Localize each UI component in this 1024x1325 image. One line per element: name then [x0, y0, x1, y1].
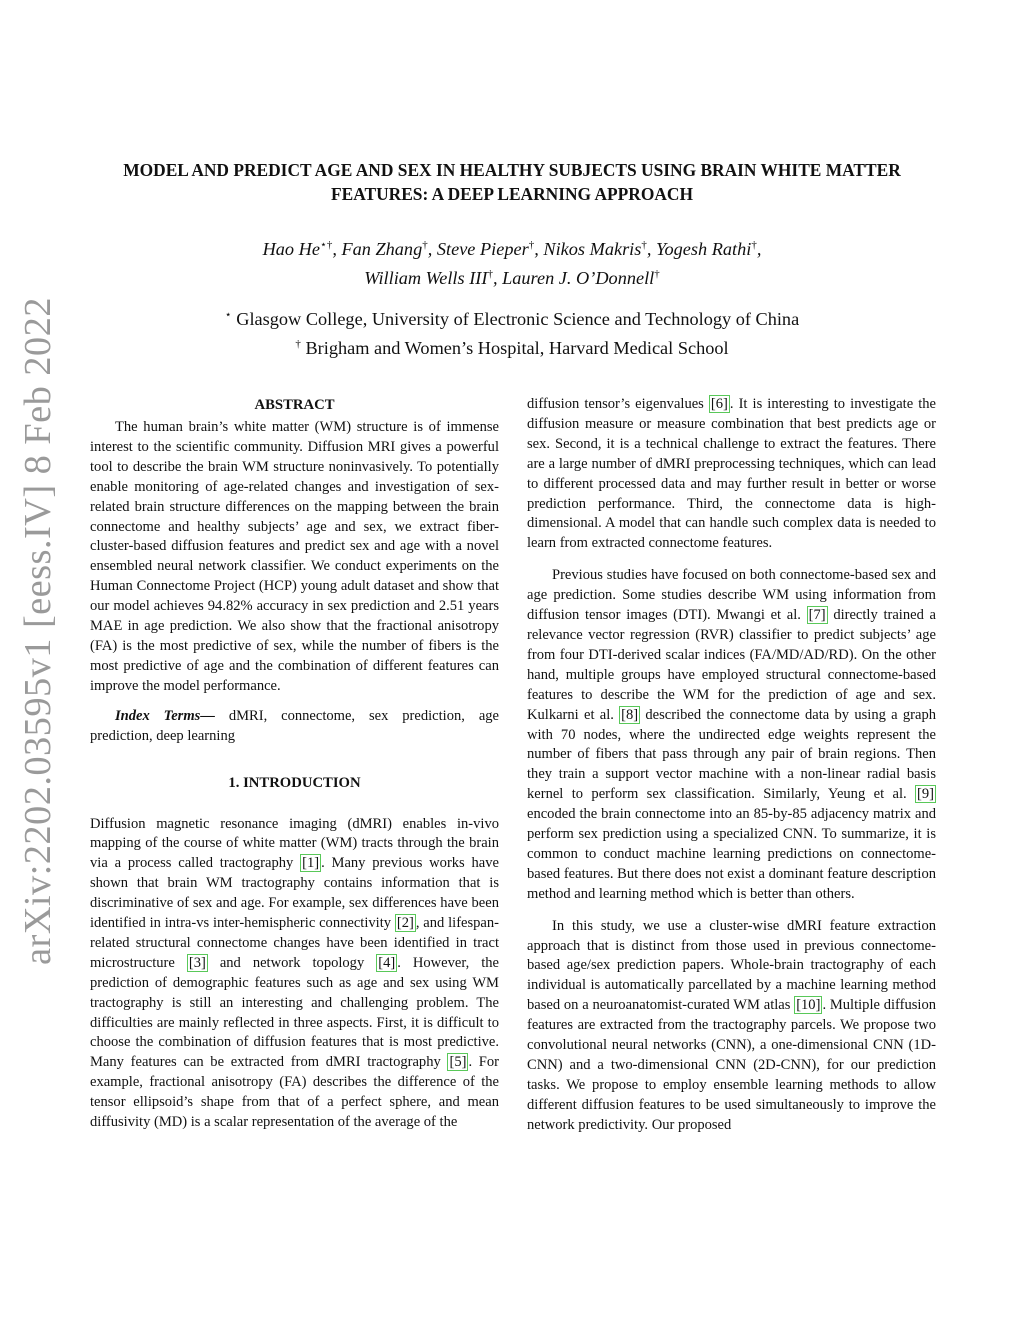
introduction-heading: 1. INTRODUCTION — [228, 774, 361, 791]
affiliation-mark: ⋆ — [224, 309, 232, 321]
citation-link[interactable]: [3] — [188, 954, 206, 971]
arxiv-stamp: arXiv:2202.03595v1 [eess.IV] 8 Feb 2022 — [17, 297, 59, 965]
author: Yogesh Rathi — [656, 239, 752, 260]
text-run: diffusion tensor’s eigenvalues — [527, 396, 709, 412]
author: Steve Pieper — [436, 239, 529, 260]
author: Nikos Makris — [543, 239, 642, 260]
text-run: described the connectome data by using a graph with 70 nodes, where the undirected edge weights represent the number of fibers that pass through any pair of brain regions. Then they train a support vector machine with a non-linear radial basis kernel to perform sex classification. Similarly, Yeung et al. — [527, 706, 936, 803]
affiliation-text: Brigham and Women’s Hospital, Harvard Medical School — [305, 338, 729, 359]
citation-link[interactable]: [1] — [302, 855, 320, 872]
index-terms-label: Index Terms— — [115, 707, 215, 724]
index-terms-text: dMRI, connectome, sex prediction, age prediction, deep learning — [90, 707, 500, 744]
affiliation-text: Glasgow College, University of Electronic Science and Technology of China — [236, 309, 800, 330]
author: William Wells III — [364, 268, 488, 289]
author-mark: † — [528, 239, 535, 251]
author-mark: † — [654, 268, 660, 281]
citation-link[interactable]: [2] — [396, 915, 414, 932]
author-mark: † — [751, 239, 757, 251]
affiliation-list — [150, 303, 874, 361]
index-terms — [90, 707, 499, 747]
intro-paragraph-1-continued — [527, 395, 936, 554]
citation-link[interactable]: [7] — [808, 607, 826, 624]
abstract-text: The human brain’s white matter (WM) structure is of immense interest to the scientific community. Diffusion MRI gives a powerful tool to describe the brain WM structure noninvasively. To potentially enable monitoring of age-related changes and investigation of sex-related brain structure differences on the mapping between the brain connectome and healthy subjects’ age and sex, we extract fiber-cluster-based diffusion features and predict sex and age with a novel ensembled neural network classifier. We conduct experiments on the Human Connectome Project (HCP) young adult dataset and show that our model achieves 94.82% accuracy in sex prediction and 2.51 years MAE in age prediction. We also show that the fractional anisotropy (FA) is the most predictive of sex, while the number of fibers is the most predictive of age and the combination of different features can improve the model performance. — [90, 419, 499, 694]
intro-paragraph-1 — [90, 815, 499, 1134]
text-run: , and lifespan-related structural connectome changes have been identified in tract microstructure — [90, 915, 499, 971]
intro-paragraph-2 — [527, 566, 936, 904]
text-run: . Multiple diffusion features are extracted from the tractography parcels. We propose two convolutional neural networks (CNN), a one-dimensional CNN (1D-CNN) and a two-dimensional CNN (2D-CNN), for our prediction tasks. We propose to employ ensemble learning methods to allow different diffusion features to be used simultaneously to improve the network predictivity. Our proposed — [527, 997, 936, 1133]
author: Fan Zhang — [341, 239, 423, 260]
text-run: directly trained a relevance vector regression (RVR) classifier to predict subjects’ age from four DTI-derived scalar indices (FA/MD/AD/RD). On the other hand, multiple groups have employed structural connectome-based features to describe the WM for the prediction of age and sex. Kulkarni et al. — [527, 607, 936, 723]
author-mark: ⋆† — [319, 239, 333, 251]
citation-link[interactable]: [10] — [796, 997, 821, 1014]
paper-title: MODEL AND PREDICT AGE AND SEX IN HEALTHY SUBJECTS USING BRAIN WHITE MATTER FEATURES: A DEEP LEARNING APPROACH — [123, 160, 901, 204]
text-run: Previous studies have focused on both connectome-based sex and age prediction. Some studies describe WM using information from diffusion tensor images (DTI). Mwangi et al. — [527, 567, 936, 624]
left-column — [90, 395, 499, 1133]
citation-link[interactable]: [6] — [710, 396, 728, 412]
text-run: . Many previous works have shown that brain WM tractography contains information that is discriminative of sex and age. For example, sex differences have been identified in intra-vs inter-hemispheric connectivity — [90, 855, 499, 932]
text-run: and network topology — [207, 954, 377, 971]
right-column — [527, 395, 936, 1136]
citation-link[interactable]: [8] — [621, 706, 639, 723]
text-run: encoded the brain connectome into an 85-by-85 adjacency matrix and perform sex prediction using a specialized CNN. To summarize, it is common to conduct machine learning predictions on connectome-based features. But there does not exist a dominant feature description method and learning method which is better than others. — [527, 806, 936, 902]
author-mark: † — [487, 268, 493, 281]
citation-link[interactable]: [4] — [378, 954, 396, 971]
citation-link[interactable]: [5] — [449, 1054, 467, 1071]
text-run: . However, the prediction of demographic features such as age and sex using WM tractography is still an interesting and challenging problem. The difficulties are mainly reflected in three aspects. First, it is difficult to choose the combination of diffusion features that is most predictive. Many features can be extracted from dMRI tractography — [90, 954, 499, 1071]
intro-paragraph-3 — [527, 917, 936, 1136]
author-mark: † — [422, 239, 428, 251]
affiliation — [150, 332, 874, 361]
author: Hao He — [262, 239, 320, 260]
text-run: In this study, we use a cluster-wise dMRI feature extraction approach that is distinct from those used in previous connectome-based age/sex prediction papers. Whole-brain tractography of each individual is automatically parcellated by a machine learning method based on a neuroanatomist-curated WM atlas — [527, 917, 936, 1014]
abstract-heading: ABSTRACT — [254, 397, 335, 413]
affiliation — [150, 303, 874, 332]
author-mark: † — [641, 239, 647, 251]
citation-link[interactable]: [9] — [917, 786, 934, 803]
author: Lauren J. O’Donnell — [502, 268, 655, 289]
text-run: Diffusion magnetic resonance imaging (dMRI) enables in-vivo mapping of the course of white matter (WM) tracts through the brain via a process called tractography — [90, 815, 499, 872]
text-run: . For example, fractional anisotropy (FA) describes the difference of the tensor ellipsoid’s shape from that of a perfect sphere, and mean diffusivity (MD) is a scalar representation of the average of the — [90, 1054, 499, 1131]
author-list: Hao He⋆†, Fan Zhang†, Steve Pieper†, Nikos Makris†, Yogesh Rathi†, William Wells III†, Lauren J. O’Donnell† — [262, 239, 762, 289]
text-run: . It is interesting to investigate the diffusion measure or measure combination that best predicts age or sex. Second, it is a technical challenge to extract the features. There are a large number of dMRI preprocessing techniques, which can lead to different processed data and may further result in better or worse prediction performance. Third, the connectome data is high-dimensional. A model that can handle such complex data is needed to learn from extracted connectome features. — [527, 396, 936, 552]
affiliation-mark: † — [295, 338, 301, 351]
